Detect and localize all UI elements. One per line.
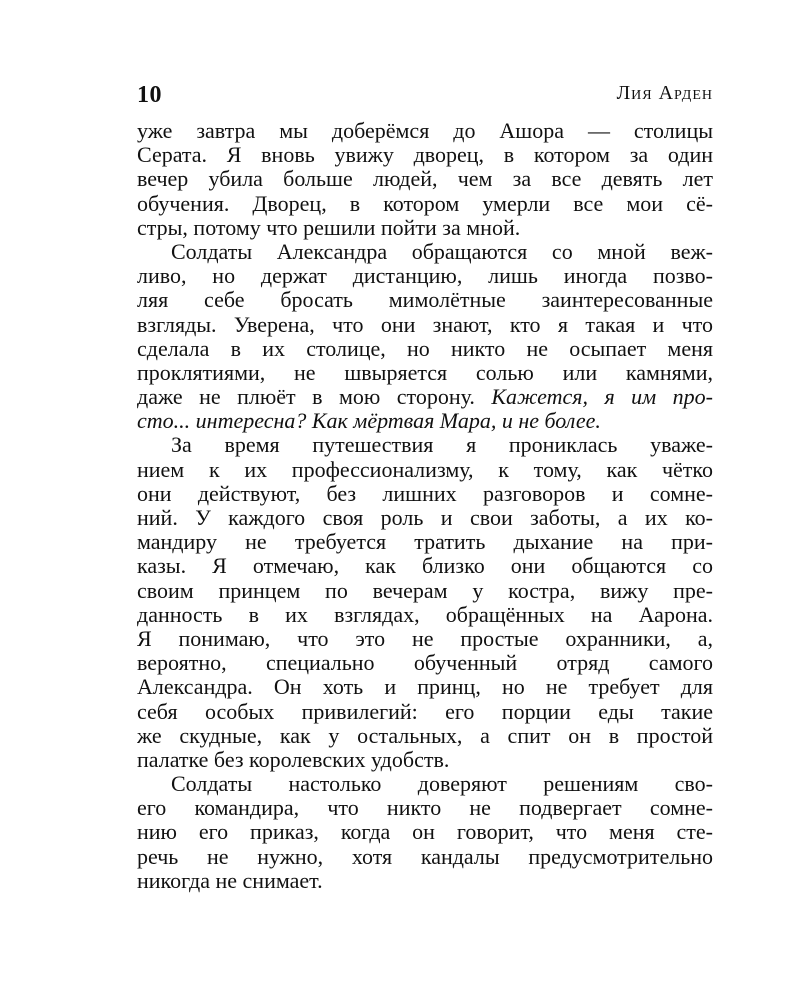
text-line: ний. У каждого своя роль и свои заботы, а их ко- [137, 506, 713, 530]
text-line: Александра. Он хоть и принц, но не требует для [137, 675, 713, 700]
author-name: Лия Арден [616, 82, 713, 104]
text-line: речь не нужно, хотя кандалы предусмотрительно [137, 844, 713, 869]
text-line: себя особых привилегий: его порции еды такие [137, 699, 713, 724]
text-line: стры, потому что решили пойти за мной. [137, 215, 521, 240]
text-line: Я понимаю, что это не простые охранники, а, [137, 626, 713, 651]
text-line: же скудные, как у остальных, а спит он в простой [137, 723, 713, 748]
text-line: вероятно, специально обученный отряд самого [137, 651, 713, 676]
text-line: За время путешествия я прониклась уваже- [171, 433, 713, 458]
text-line: они действуют, без лишних разговоров и сомне- [137, 481, 713, 506]
text-line: данность в их взглядах, обращённых на Аарона. [137, 602, 713, 627]
text-line: нием к их профессионализму, к тому, как чётко [137, 457, 713, 482]
text-line: взгляды. Уверена, что они знают, кто я такая и что [137, 312, 713, 337]
text-line: ливо, но держат дистанцию, лишь иногда позво- [137, 264, 713, 289]
text-line: нию его приказ, когда он говорит, что меня сте- [137, 820, 713, 845]
text-line: Серата. Я вновь увижу дворец, в котором за один [137, 143, 713, 168]
text-line: мандиру не требуется тратить дыхание на при- [137, 530, 713, 555]
text-segment-italic: Кажется, я им про- [491, 385, 713, 410]
text-line: проклятиями, не швыряется солью или камнями, [137, 360, 713, 385]
text-line: никогда не снимает. [137, 868, 323, 893]
text-line: казы. Я отмечаю, как близко они общаются со [137, 554, 713, 579]
text-line: палатке без королевских удобств. [137, 747, 450, 772]
text-line: своим принцем по вечерам у костра, вижу пре- [137, 578, 713, 603]
text-line-mixed [137, 385, 713, 409]
text-line-mixed [137, 409, 713, 433]
page-number: 10 [137, 82, 162, 108]
text-line: вечер убила больше людей, чем за все девять лет [137, 167, 713, 192]
body-text [137, 119, 713, 893]
text-line: уже завтра мы доберёмся до Ашора — столицы [137, 119, 713, 143]
text-segment-plain: даже не плюёт в мою сторону. [137, 385, 492, 410]
text-line: его командира, что никто не подвергает сомне- [137, 796, 713, 821]
text-line: сделала в их столице, но никто не осыпает меня [137, 336, 713, 361]
text-line: обучения. Дворец, в котором умерли все мои сё- [137, 191, 713, 216]
text-line: Солдаты настолько доверяют решениям сво- [171, 772, 713, 797]
text-segment-italic: сто... интересна? Как мёртвая Мара, и не более. [137, 409, 601, 434]
text-line: Солдаты Александра обращаются со мной веж- [171, 239, 713, 264]
running-head [137, 82, 713, 112]
text-line: ляя себе бросать мимолётные заинтересованные [137, 288, 713, 313]
